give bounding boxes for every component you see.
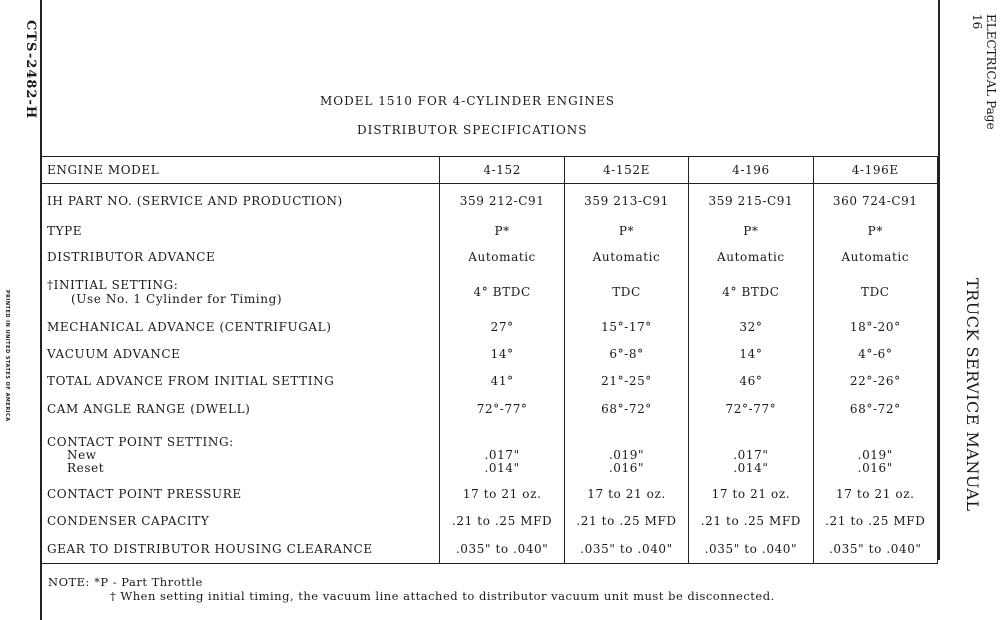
table-row [41,481,938,508]
row-label [41,423,440,481]
cell-value: .21 to .25 MFD [689,508,813,535]
section-header [950,14,998,134]
cell-value [689,423,813,481]
cell-value: P* [813,218,937,244]
table-row [41,423,938,481]
row-label-main: CONTACT POINT SETTING: [47,434,234,449]
value-new: .017" [733,447,769,462]
row-label [41,270,440,314]
cell-value: .035" to .040" [813,535,937,564]
model-header: 4-152E [564,157,688,184]
printed-notice: PRINTED IN UNITED STATES OF AMERICA [4,290,10,422]
cell-value: .035" to .040" [689,535,813,564]
cell-value: Automatic [564,244,688,270]
cell-value: 14° [689,341,813,368]
table-row [41,341,938,368]
cell-value: 72°-77° [440,395,564,423]
table-row [41,368,938,395]
cell-value: 14° [440,341,564,368]
cell-value: 17 to 21 oz. [440,481,564,508]
cell-value [564,423,688,481]
table-row [41,395,938,423]
row-label: CAM ANGLE RANGE (DWELL) [41,395,440,423]
cell-value: 6°-8° [564,341,688,368]
cell-value: 68°-72° [813,395,937,423]
manual-title: TRUCK SERVICE MANUAL [963,278,982,512]
model-header: 4-196E [813,157,937,184]
footnote [48,575,775,603]
model-header: 4-196 [689,157,813,184]
cell-value: 17 to 21 oz. [689,481,813,508]
table-row [41,508,938,535]
row-label-sub: (Use No. 1 Cylinder for Timing) [71,291,283,306]
cell-value: P* [564,218,688,244]
row-label: MECHANICAL ADVANCE (CENTRIFUGAL) [41,314,440,341]
value-new: .017" [484,447,520,462]
cell-value [813,423,937,481]
cell-value: .21 to .25 MFD [440,508,564,535]
row-label: TYPE [41,218,440,244]
cell-value: 41° [440,368,564,395]
row-label: CONTACT POINT PRESSURE [41,481,440,508]
header-label: ENGINE MODEL [41,157,440,184]
cell-value: .21 to .25 MFD [564,508,688,535]
row-label: TOTAL ADVANCE FROM INITIAL SETTING [41,368,440,395]
cell-value: P* [440,218,564,244]
value-reset: .014" [484,460,520,475]
row-label: IH PART NO. (SERVICE AND PRODUCTION) [41,184,440,218]
cell-value: 359 215-C91 [689,184,813,218]
cell-value: 359 212-C91 [440,184,564,218]
row-label-sub-reset: Reset [67,460,105,475]
cell-value: .035" to .040" [440,535,564,564]
value-new: .019" [857,447,893,462]
page-subtitle: DISTRIBUTOR SPECIFICATIONS [357,123,588,137]
cell-value: 4° BTDC [440,270,564,314]
cell-value: 32° [689,314,813,341]
cell-value: 4° BTDC [689,270,813,314]
spec-table [40,156,938,564]
table-header-row [41,157,938,184]
cell-value: 15°-17° [564,314,688,341]
cell-value: Automatic [813,244,937,270]
cell-value: .035" to .040" [564,535,688,564]
cell-value [440,423,564,481]
note-line-1: NOTE: *P - Part Throttle [48,575,203,589]
cell-value: .21 to .25 MFD [813,508,937,535]
doc-code: CTS-2482-H [23,20,38,120]
value-new: .019" [608,447,645,462]
cell-value: 18°-20° [813,314,937,341]
cell-value: 68°-72° [564,395,688,423]
row-label: GEAR TO DISTRIBUTOR HOUSING CLEARANCE [41,535,440,564]
cell-value: 21°-25° [564,368,688,395]
table-row [41,314,938,341]
row-label: CONDENSER CAPACITY [41,508,440,535]
cell-value: P* [689,218,813,244]
page-number: Page 16 [970,14,998,130]
value-reset: .014" [733,460,769,475]
cell-value: 359 213-C91 [564,184,688,218]
row-label-sub-new: New [67,447,97,462]
cell-value: TDC [564,270,688,314]
cell-value: Automatic [689,244,813,270]
cell-value: TDC [813,270,937,314]
cell-value: 27° [440,314,564,341]
table-row [41,184,938,218]
note-line-2: † When setting initial timing, the vacuum line attached to distributor vacuum unit must be disconnected. [110,589,775,603]
page-title: MODEL 1510 FOR 4-CYLINDER ENGINES [320,94,615,108]
table-row [41,270,938,314]
table-row [41,244,938,270]
right-border-line [938,0,940,560]
section-name: ELECTRICAL [984,14,998,97]
cell-value: Automatic [440,244,564,270]
row-label-main: †INITIAL SETTING: [47,277,179,292]
value-reset: .016" [608,460,645,475]
cell-value: 17 to 21 oz. [564,481,688,508]
cell-value: 360 724-C91 [813,184,937,218]
row-label: VACUUM ADVANCE [41,341,440,368]
table-row [41,218,938,244]
table-row [41,535,938,564]
row-label: DISTRIBUTOR ADVANCE [41,244,440,270]
cell-value: 17 to 21 oz. [813,481,937,508]
cell-value: 22°-26° [813,368,937,395]
cell-value: 72°-77° [689,395,813,423]
cell-value: 4°-6° [813,341,937,368]
value-reset: .016" [857,460,893,475]
cell-value: 46° [689,368,813,395]
model-header: 4-152 [440,157,564,184]
